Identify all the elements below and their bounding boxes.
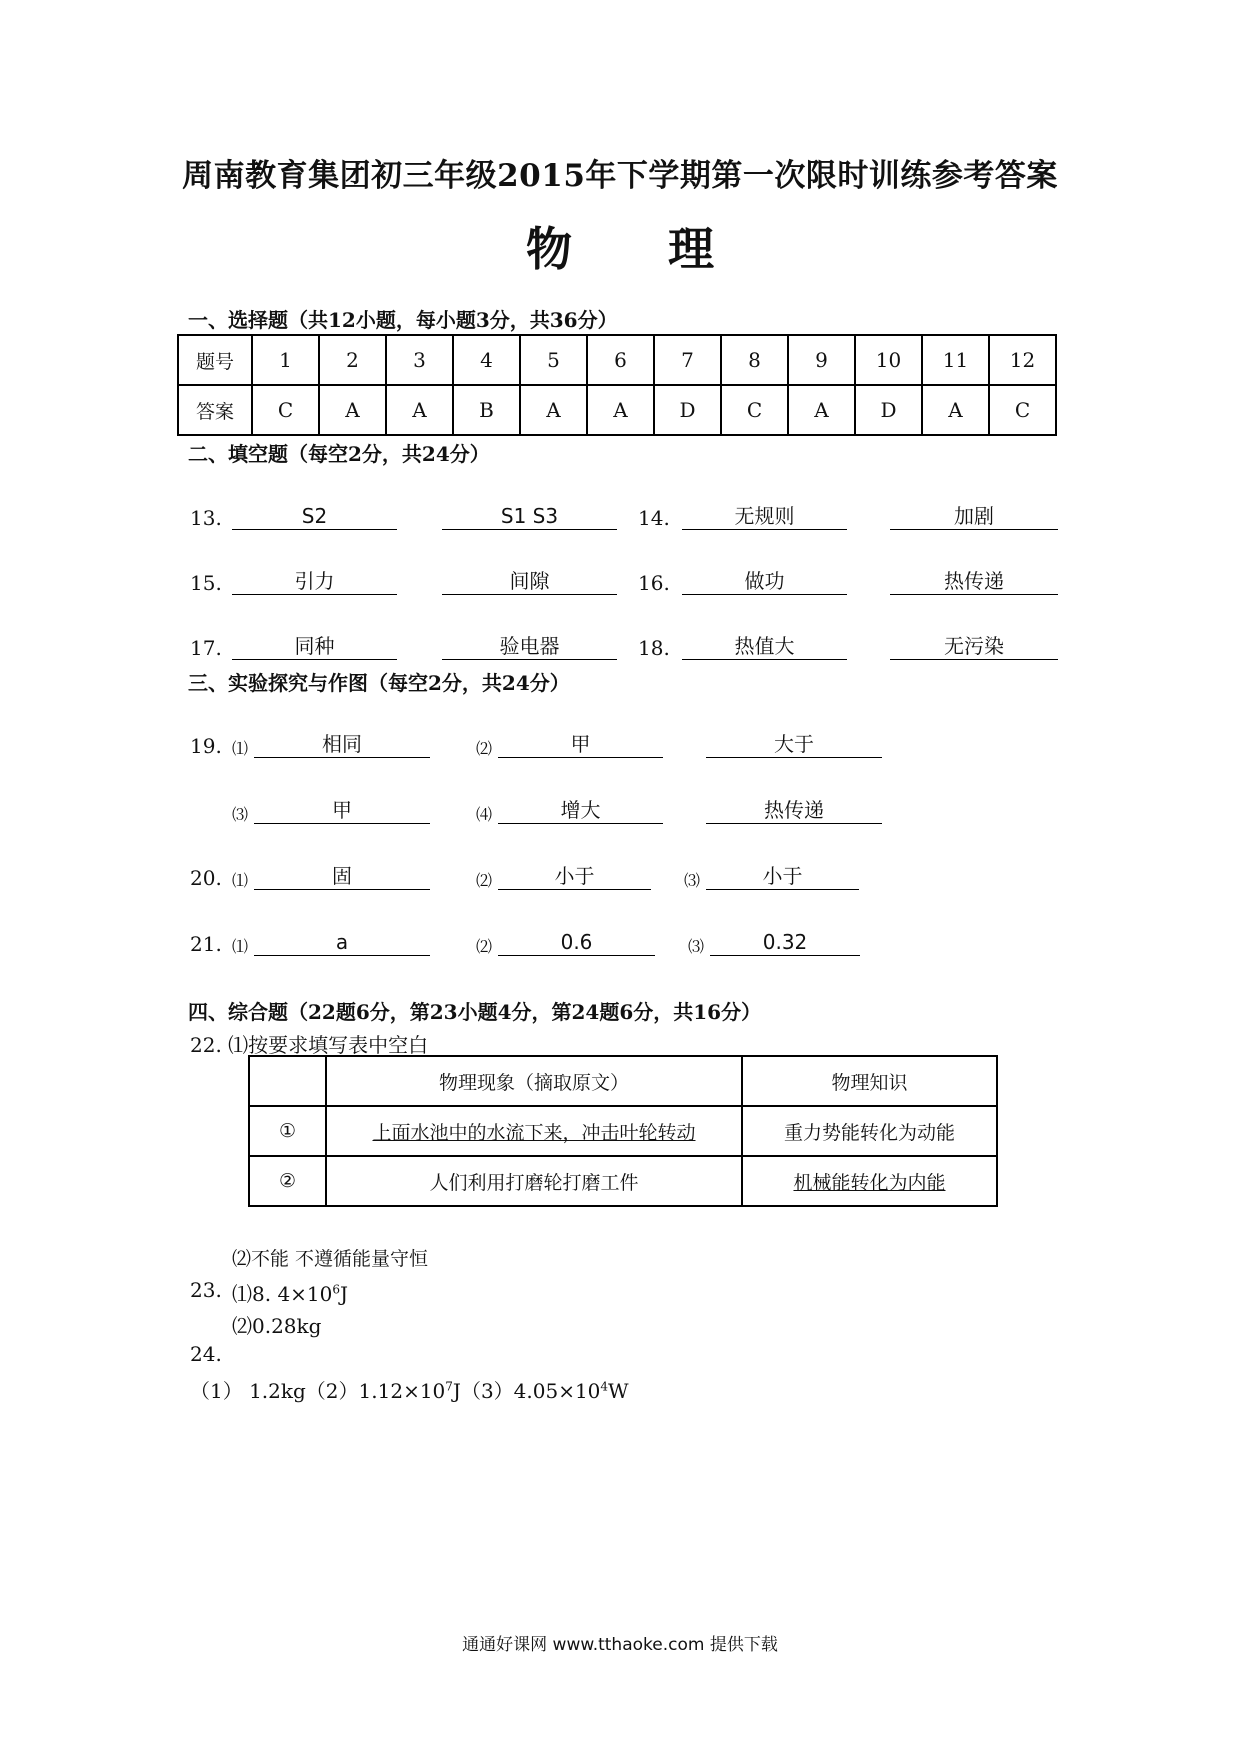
phenomenon-cell: 人们利用打磨轮打磨工件 — [326, 1156, 742, 1206]
question-number: 16. — [638, 571, 670, 595]
question-number: 14. — [638, 506, 670, 530]
subject-title — [0, 213, 1240, 279]
part-label: ⑷ — [476, 805, 493, 824]
knowledge-cell: 重力势能转化为动能 — [742, 1106, 997, 1156]
part-label: ⑴ — [232, 937, 249, 956]
question-number: 21. — [190, 932, 222, 956]
table-header-row — [249, 1056, 997, 1106]
answer-table-answer-row — [178, 385, 1056, 435]
answer-cell: D — [654, 385, 721, 435]
question-number: 7 — [654, 335, 721, 385]
answer-blank: 间隙 — [442, 568, 617, 595]
row-header-number: 题号 — [178, 335, 252, 385]
answer-blank: 热传递 — [890, 568, 1058, 595]
part-label: ⑵ — [476, 937, 493, 956]
part-label: ⑴ — [232, 871, 249, 890]
answer-cell: A — [788, 385, 855, 435]
question-number: 13. — [190, 506, 222, 530]
q23-number: 23. — [190, 1278, 222, 1302]
question-number: 11 — [922, 335, 989, 385]
q24-answer-b: J（3）4.05×10 — [452, 1379, 601, 1403]
part-label: ⑶ — [232, 805, 249, 824]
q22-part2: ⑵不能 不遵循能量守恒 — [232, 1248, 429, 1270]
answer-cell: D — [855, 385, 922, 435]
answer-blank: 固 — [254, 863, 430, 890]
q24-answer-b-exponent: 4 — [600, 1379, 609, 1394]
answer-blank: S2 — [232, 503, 397, 530]
question-number: 3 — [386, 335, 453, 385]
q24-number: 24. — [190, 1342, 222, 1366]
table-row — [249, 1106, 997, 1156]
answer-cell: A — [587, 385, 654, 435]
subject-char-1: 物 — [526, 222, 572, 276]
answer-blank: 加剧 — [890, 503, 1058, 530]
page-title: 周南教育集团初三年级2015年下学期第一次限时训练参考答案 — [182, 158, 1058, 194]
answer-blank: 引力 — [232, 568, 397, 595]
q23-part1 — [232, 1278, 348, 1307]
part-label: ⑵ — [476, 739, 493, 758]
answer-cell: A — [319, 385, 386, 435]
row-marker: ② — [249, 1156, 326, 1206]
question-number: 10 — [855, 335, 922, 385]
answer-blank: 热值大 — [682, 633, 847, 660]
row-marker: ① — [249, 1106, 326, 1156]
answer-cell: C — [989, 385, 1056, 435]
subject-char-2: 理 — [668, 222, 714, 276]
q24-answer-a-exponent: 7 — [445, 1379, 453, 1394]
question-number: 1 — [252, 335, 319, 385]
row-header-answer: 答案 — [178, 385, 252, 435]
question-number: 2 — [319, 335, 386, 385]
section2-heading: 二、填空题（每空2分，共24分） — [188, 442, 490, 466]
answer-blank: 相同 — [254, 731, 430, 758]
question-number: 4 — [453, 335, 520, 385]
question-number: 19. — [190, 734, 222, 758]
question-number: 20. — [190, 866, 222, 890]
table-row — [249, 1156, 997, 1206]
answer-blank: 验电器 — [442, 633, 617, 660]
question-number: 18. — [638, 636, 670, 660]
answer-blank: 无规则 — [682, 503, 847, 530]
q24-answers — [190, 1375, 629, 1404]
section4-heading: 四、综合题（22题6分，第23小题4分，第24题6分，共16分） — [188, 1000, 762, 1024]
answer-blank: S1 S3 — [442, 503, 617, 530]
answer-cell: C — [721, 385, 788, 435]
answer-cell: A — [922, 385, 989, 435]
q23-part1-exponent: 6 — [332, 1282, 341, 1297]
q23-part2: ⑵0.28kg — [232, 1314, 322, 1338]
answer-blank: 小于 — [498, 863, 651, 890]
part-label: ⑶ — [688, 937, 705, 956]
header-cell — [249, 1056, 326, 1106]
answer-blank: 0.32 — [710, 929, 860, 956]
question-number: 17. — [190, 636, 222, 660]
answer-blank: 热传递 — [706, 797, 882, 824]
question-number: 9 — [788, 335, 855, 385]
knowledge-cell: 机械能转化为内能 — [742, 1156, 997, 1206]
q23-part1-value: ⑴8. 4×10 — [232, 1282, 333, 1306]
question-number: 5 — [520, 335, 587, 385]
answer-blank: 0.6 — [498, 929, 655, 956]
part-label: ⑶ — [684, 871, 701, 890]
q23-part1-unit: J — [340, 1282, 349, 1306]
question-number: 6 — [587, 335, 654, 385]
answer-blank: a — [254, 929, 430, 956]
answer-blank: 甲 — [498, 731, 663, 758]
knowledge-table — [248, 1055, 998, 1207]
section3-heading: 三、实验探究与作图（每空2分，共24分） — [188, 671, 570, 695]
question-number: 8 — [721, 335, 788, 385]
answer-blank: 大于 — [706, 731, 882, 758]
part-label: ⑵ — [476, 871, 493, 890]
q22-line: 22. ⑴按要求填写表中空白 — [190, 1033, 429, 1057]
answer-table-number-row — [178, 335, 1056, 385]
footer-text: 通通好课网 www.tthaoke.com 提供下载 — [462, 1635, 778, 1655]
answer-table — [177, 334, 1057, 436]
phenomenon-cell: 上面水池中的水流下来，冲击叶轮转动 — [326, 1106, 742, 1156]
section1-heading: 一、选择题（共12小题，每小题3分，共36分） — [188, 308, 618, 332]
answer-blank: 小于 — [706, 863, 859, 890]
question-number: 12 — [989, 335, 1056, 385]
answer-blank: 甲 — [254, 797, 430, 824]
q24-answer-c: W — [608, 1379, 629, 1403]
question-number: 15. — [190, 571, 222, 595]
q24-answer-a: （1） 1.2kg（2）1.12×10 — [190, 1379, 446, 1403]
answer-blank: 增大 — [498, 797, 663, 824]
part-label: ⑴ — [232, 739, 249, 758]
answer-blank: 无污染 — [890, 633, 1058, 660]
answer-cell: B — [453, 385, 520, 435]
answer-blank: 做功 — [682, 568, 847, 595]
answer-blank: 同种 — [232, 633, 397, 660]
answer-cell: C — [252, 385, 319, 435]
header-cell: 物理知识 — [742, 1056, 997, 1106]
header-cell: 物理现象（摘取原文） — [326, 1056, 742, 1106]
answer-cell: A — [520, 385, 587, 435]
answer-cell: A — [386, 385, 453, 435]
